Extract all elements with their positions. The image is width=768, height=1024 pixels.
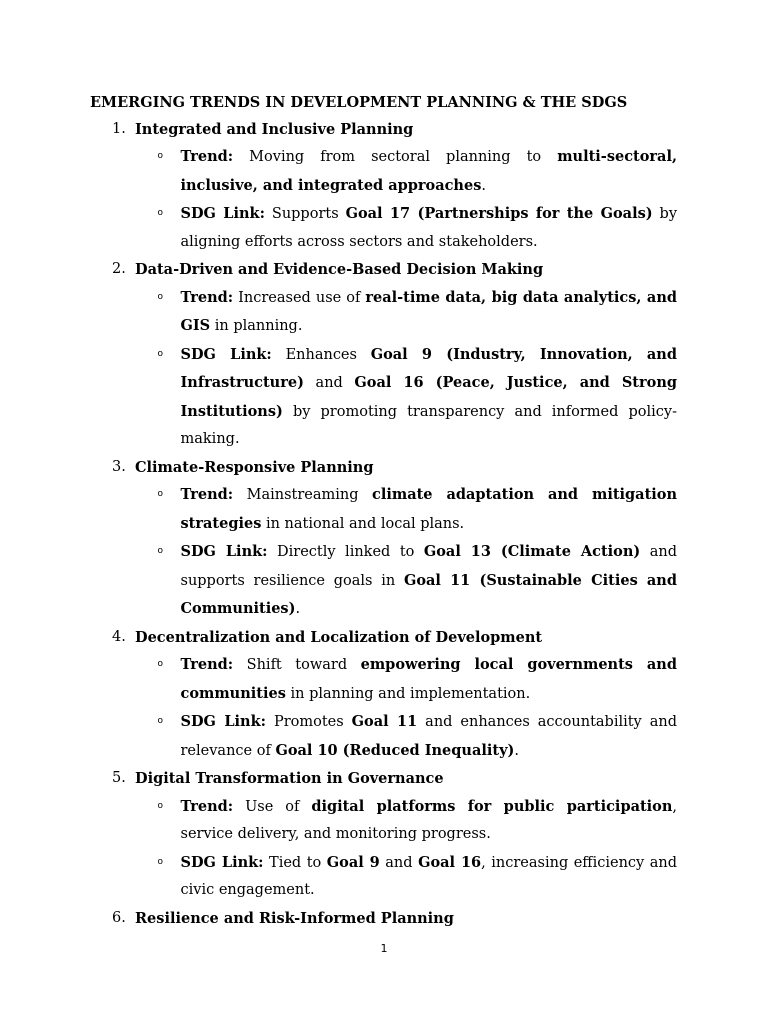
list-item (0, 256, 768, 454)
list-item (0, 116, 768, 257)
section-heading (0, 256, 768, 284)
body-text: Shift toward (233, 657, 361, 673)
trend-label: Trend: (180, 656, 234, 673)
section-heading-text: Climate-Responsive Planning (135, 458, 374, 476)
sdg-link-label: SDG Link: (180, 713, 266, 730)
trends-list (0, 116, 768, 933)
emphasized-text: multi-sectoral, inclusive, and integrated approaches (180, 148, 677, 194)
body-text: . (295, 601, 301, 617)
trend-item (157, 793, 678, 849)
item-number: 6. (112, 909, 126, 926)
bullet-icon: o (157, 659, 164, 669)
emphasized-text: real-time data, big data analytics, and GIS (180, 288, 677, 334)
trend-item (157, 481, 678, 538)
trend-label: Trend: (180, 486, 234, 503)
emphasized-text: empowering local governments and communities (180, 656, 677, 702)
document-title: EMERGING TRENDS IN DEVELOPMENT PLANNING & THE SDGS (90, 94, 628, 111)
sdg-link-label: SDG Link: (180, 205, 265, 222)
section-heading (0, 765, 768, 793)
item-number: 1. (112, 120, 126, 137)
section-heading-text: Integrated and Inclusive Planning (135, 120, 414, 138)
bullet-icon: o (157, 348, 164, 359)
body-text: by promoting transparency and informed policy-making. (180, 403, 677, 447)
body-text: , service delivery, and monitoring progress. (180, 798, 678, 842)
body-text: Increased use of (233, 289, 366, 306)
trend-item (157, 143, 678, 200)
emphasized-text: Goal 16 (418, 853, 482, 871)
body-text: Supports (264, 206, 346, 222)
emphasized-text: Goal 11 (Sustainable Cities and Communities) (180, 571, 677, 617)
trend-label: Trend: (180, 148, 234, 165)
body-text: . (481, 177, 486, 194)
body-text: Tied to (263, 854, 327, 871)
trend-label: Trend: (180, 288, 234, 306)
sdg-link-label: SDG Link: (180, 543, 268, 560)
body-text: Promotes (265, 714, 352, 730)
emphasized-text: Goal 11 (351, 713, 418, 730)
body-text: and (303, 375, 355, 391)
bullet-icon: o (157, 856, 164, 867)
item-number: 2. (112, 261, 126, 277)
body-text: in planning and implementation. (285, 685, 531, 702)
section-heading (0, 624, 768, 652)
page-number: 1 (380, 942, 388, 955)
body-text: by aligning efforts across sectors and stakeholders. (180, 206, 678, 250)
section-heading-text: Resilience and Risk-Informed Planning (135, 909, 454, 927)
emphasized-text: Goal 10 (Reduced Inequality) (275, 741, 515, 759)
bullet-icon: o (157, 546, 164, 556)
body-text: and enhances accountability and relevance of (180, 714, 677, 759)
sdg-link-item (157, 341, 678, 454)
bullet-icon: o (157, 151, 164, 161)
list-item (0, 765, 768, 905)
emphasized-text: Goal 9 (326, 853, 380, 871)
item-number: 5. (112, 770, 126, 786)
section-heading-text: Digital Transformation in Governance (135, 770, 444, 787)
sub-list (0, 284, 768, 454)
trend-label: Trend: (180, 797, 234, 815)
item-number: 3. (112, 458, 126, 475)
body-text: . (514, 742, 519, 759)
emphasized-text: Goal 17 (Partnerships for the Goals) (345, 205, 653, 222)
sdg-link-label: SDG Link: (180, 345, 272, 363)
emphasized-text: digital platforms for public participation (311, 797, 673, 815)
trend-item (157, 284, 678, 341)
body-text: and supports resilience goals in (180, 544, 678, 589)
bullet-icon: o (157, 291, 164, 302)
sub-list (0, 481, 768, 624)
section-heading (0, 454, 768, 482)
bullet-icon: o (157, 208, 164, 218)
body-text: Use of (233, 798, 312, 815)
item-number: 4. (112, 628, 126, 645)
section-heading (0, 116, 768, 144)
sdg-link-item (157, 708, 678, 765)
bullet-icon: o (157, 716, 164, 726)
trend-item (157, 651, 678, 708)
section-heading (0, 905, 768, 933)
sdg-link-item (157, 200, 678, 256)
emphasized-text: Goal 9 (Industry, Innovation, and Infrastructure) (180, 345, 677, 391)
bullet-icon: o (157, 800, 164, 811)
sub-list (0, 793, 768, 905)
body-text: Enhances (271, 346, 371, 363)
section-heading-text: Data-Driven and Evidence-Based Decision Making (135, 261, 544, 278)
list-item (0, 454, 768, 624)
body-text: Mainstreaming (233, 487, 373, 503)
body-text: Directly linked to (267, 544, 424, 560)
body-text: in national and local plans. (261, 515, 465, 532)
sdg-link-label: SDG Link: (180, 853, 264, 871)
emphasized-text: Goal 16 (Peace, Justice, and Strong Institutions) (180, 374, 677, 420)
sub-list (0, 651, 768, 765)
list-item (0, 905, 768, 933)
sdg-link-item (157, 849, 678, 905)
bullet-icon: o (157, 489, 164, 499)
emphasized-text: Goal 13 (Climate Action) (423, 543, 641, 560)
body-text: in planning. (210, 318, 303, 334)
body-text: Moving from sectoral planning to (233, 149, 558, 165)
body-text: , increasing efficiency and civic engagement. (180, 854, 678, 898)
list-item (0, 624, 768, 766)
sdg-link-item (157, 538, 678, 624)
section-heading-text: Decentralization and Localization of Development (135, 628, 543, 646)
sub-list (0, 143, 768, 256)
body-text: and (379, 854, 419, 871)
emphasized-text: climate adaptation and mitigation strategies (180, 486, 677, 532)
